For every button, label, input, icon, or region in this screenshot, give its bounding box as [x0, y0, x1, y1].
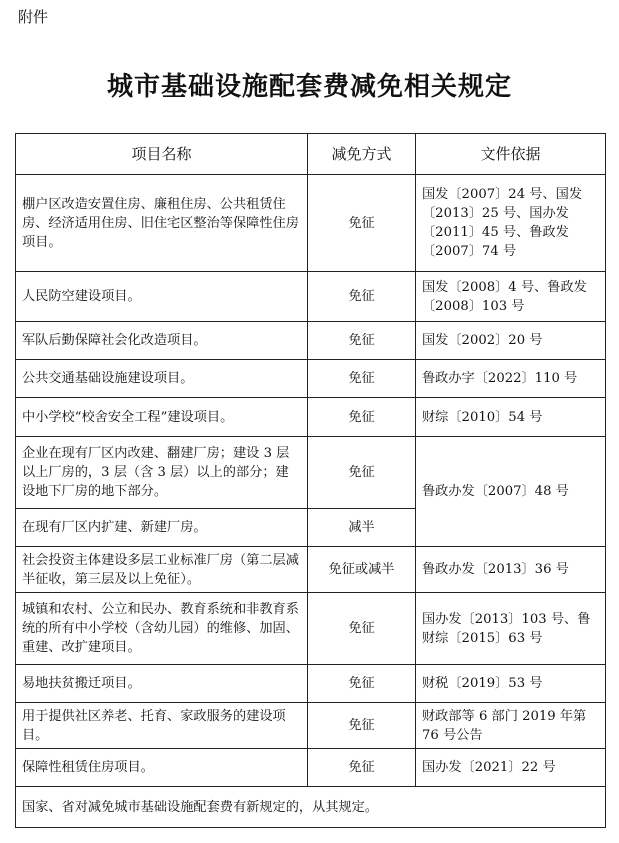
- basis-cell: 国发〔2008〕4 号、鲁政发〔2008〕103 号: [416, 272, 606, 322]
- footer-note: 国家、省对减免城市基础设施配套费有新规定的，从其规定。: [16, 787, 606, 828]
- method-cell: 免征: [308, 322, 416, 360]
- page-title: 城市基础设施配套费减免相关规定: [106, 72, 512, 102]
- basis-cell: 鲁政办发〔2013〕36 号: [416, 547, 606, 593]
- table-row: [16, 398, 606, 437]
- method-cell: 免征: [308, 665, 416, 703]
- method-cell: 免征或减半: [308, 547, 416, 593]
- project-cell: 社会投资主体建设多层工业标准厂房（第二层减半征收，第三层及以上免征）。: [16, 547, 308, 593]
- table-row: [16, 749, 606, 787]
- method-cell: 免征: [308, 593, 416, 665]
- basis-cell: 财税〔2019〕53 号: [416, 665, 606, 703]
- header-project-name: 项目名称: [16, 134, 308, 175]
- project-cell: 人民防空建设项目。: [16, 272, 308, 322]
- header-exemption-method: 减免方式: [308, 134, 416, 175]
- project-cell: 公共交通基础设施建设项目。: [16, 360, 308, 398]
- project-cell: 在现有厂区内扩建、新建厂房。: [16, 509, 308, 547]
- basis-cell: 国办发〔2021〕22 号: [416, 749, 606, 787]
- method-cell: 免征: [308, 272, 416, 322]
- table-row: [16, 703, 606, 749]
- table-footer-row: [16, 787, 606, 828]
- project-cell: 企业在现有厂区内改建、翻建厂房；建设 3 层以上厂房的，3 层（含 3 层）以上的部分；建设地下厂房的地下部分。: [16, 437, 308, 509]
- attachment-label: 附件: [18, 8, 49, 26]
- method-cell: 免征: [308, 437, 416, 509]
- method-cell: 免征: [308, 175, 416, 272]
- table-row: [16, 322, 606, 360]
- project-cell: 棚户区改造安置住房、廉租住房、公共租赁住房、经济适用住房、旧住宅区整治等保障性住房项目。: [16, 175, 308, 272]
- basis-cell: 国办发〔2013〕103 号、鲁财综〔2015〕63 号: [416, 593, 606, 665]
- basis-cell: 鲁政办字〔2022〕110 号: [416, 360, 606, 398]
- table-row: [16, 175, 606, 272]
- project-cell: 中小学校“校舍安全工程”建设项目。: [16, 398, 308, 437]
- header-document-basis: 文件依据: [416, 134, 606, 175]
- table-row: [16, 437, 606, 509]
- table-row: [16, 272, 606, 322]
- project-cell: 城镇和农村、公立和民办、教育系统和非教育系统的所有中小学校（含幼儿园）的维修、加固、重建、改扩建项目。: [16, 593, 308, 665]
- basis-cell: 鲁政办发〔2007〕48 号: [416, 437, 606, 547]
- table-row: [16, 360, 606, 398]
- regulation-table: [15, 133, 606, 828]
- project-cell: 保障性租赁住房项目。: [16, 749, 308, 787]
- method-cell: 免征: [308, 398, 416, 437]
- table-header-row: [16, 134, 606, 175]
- table-row: [16, 665, 606, 703]
- method-cell: 免征: [308, 360, 416, 398]
- basis-cell: 国发〔2007〕24 号、国发〔2013〕25 号、国办发〔2011〕45 号、鲁政发〔2007〕74 号: [416, 175, 606, 272]
- project-cell: 易地扶贫搬迁项目。: [16, 665, 308, 703]
- table-row: [16, 593, 606, 665]
- project-cell: 用于提供社区养老、托育、家政服务的建设项目。: [16, 703, 308, 749]
- method-cell: 减半: [308, 509, 416, 547]
- table-row: [16, 547, 606, 593]
- method-cell: 免征: [308, 703, 416, 749]
- basis-cell: 财政部等 6 部门 2019 年第 76 号公告: [416, 703, 606, 749]
- basis-cell: 国发〔2002〕20 号: [416, 322, 606, 360]
- method-cell: 免征: [308, 749, 416, 787]
- basis-cell: 财综〔2010〕54 号: [416, 398, 606, 437]
- project-cell: 军队后勤保障社会化改造项目。: [16, 322, 308, 360]
